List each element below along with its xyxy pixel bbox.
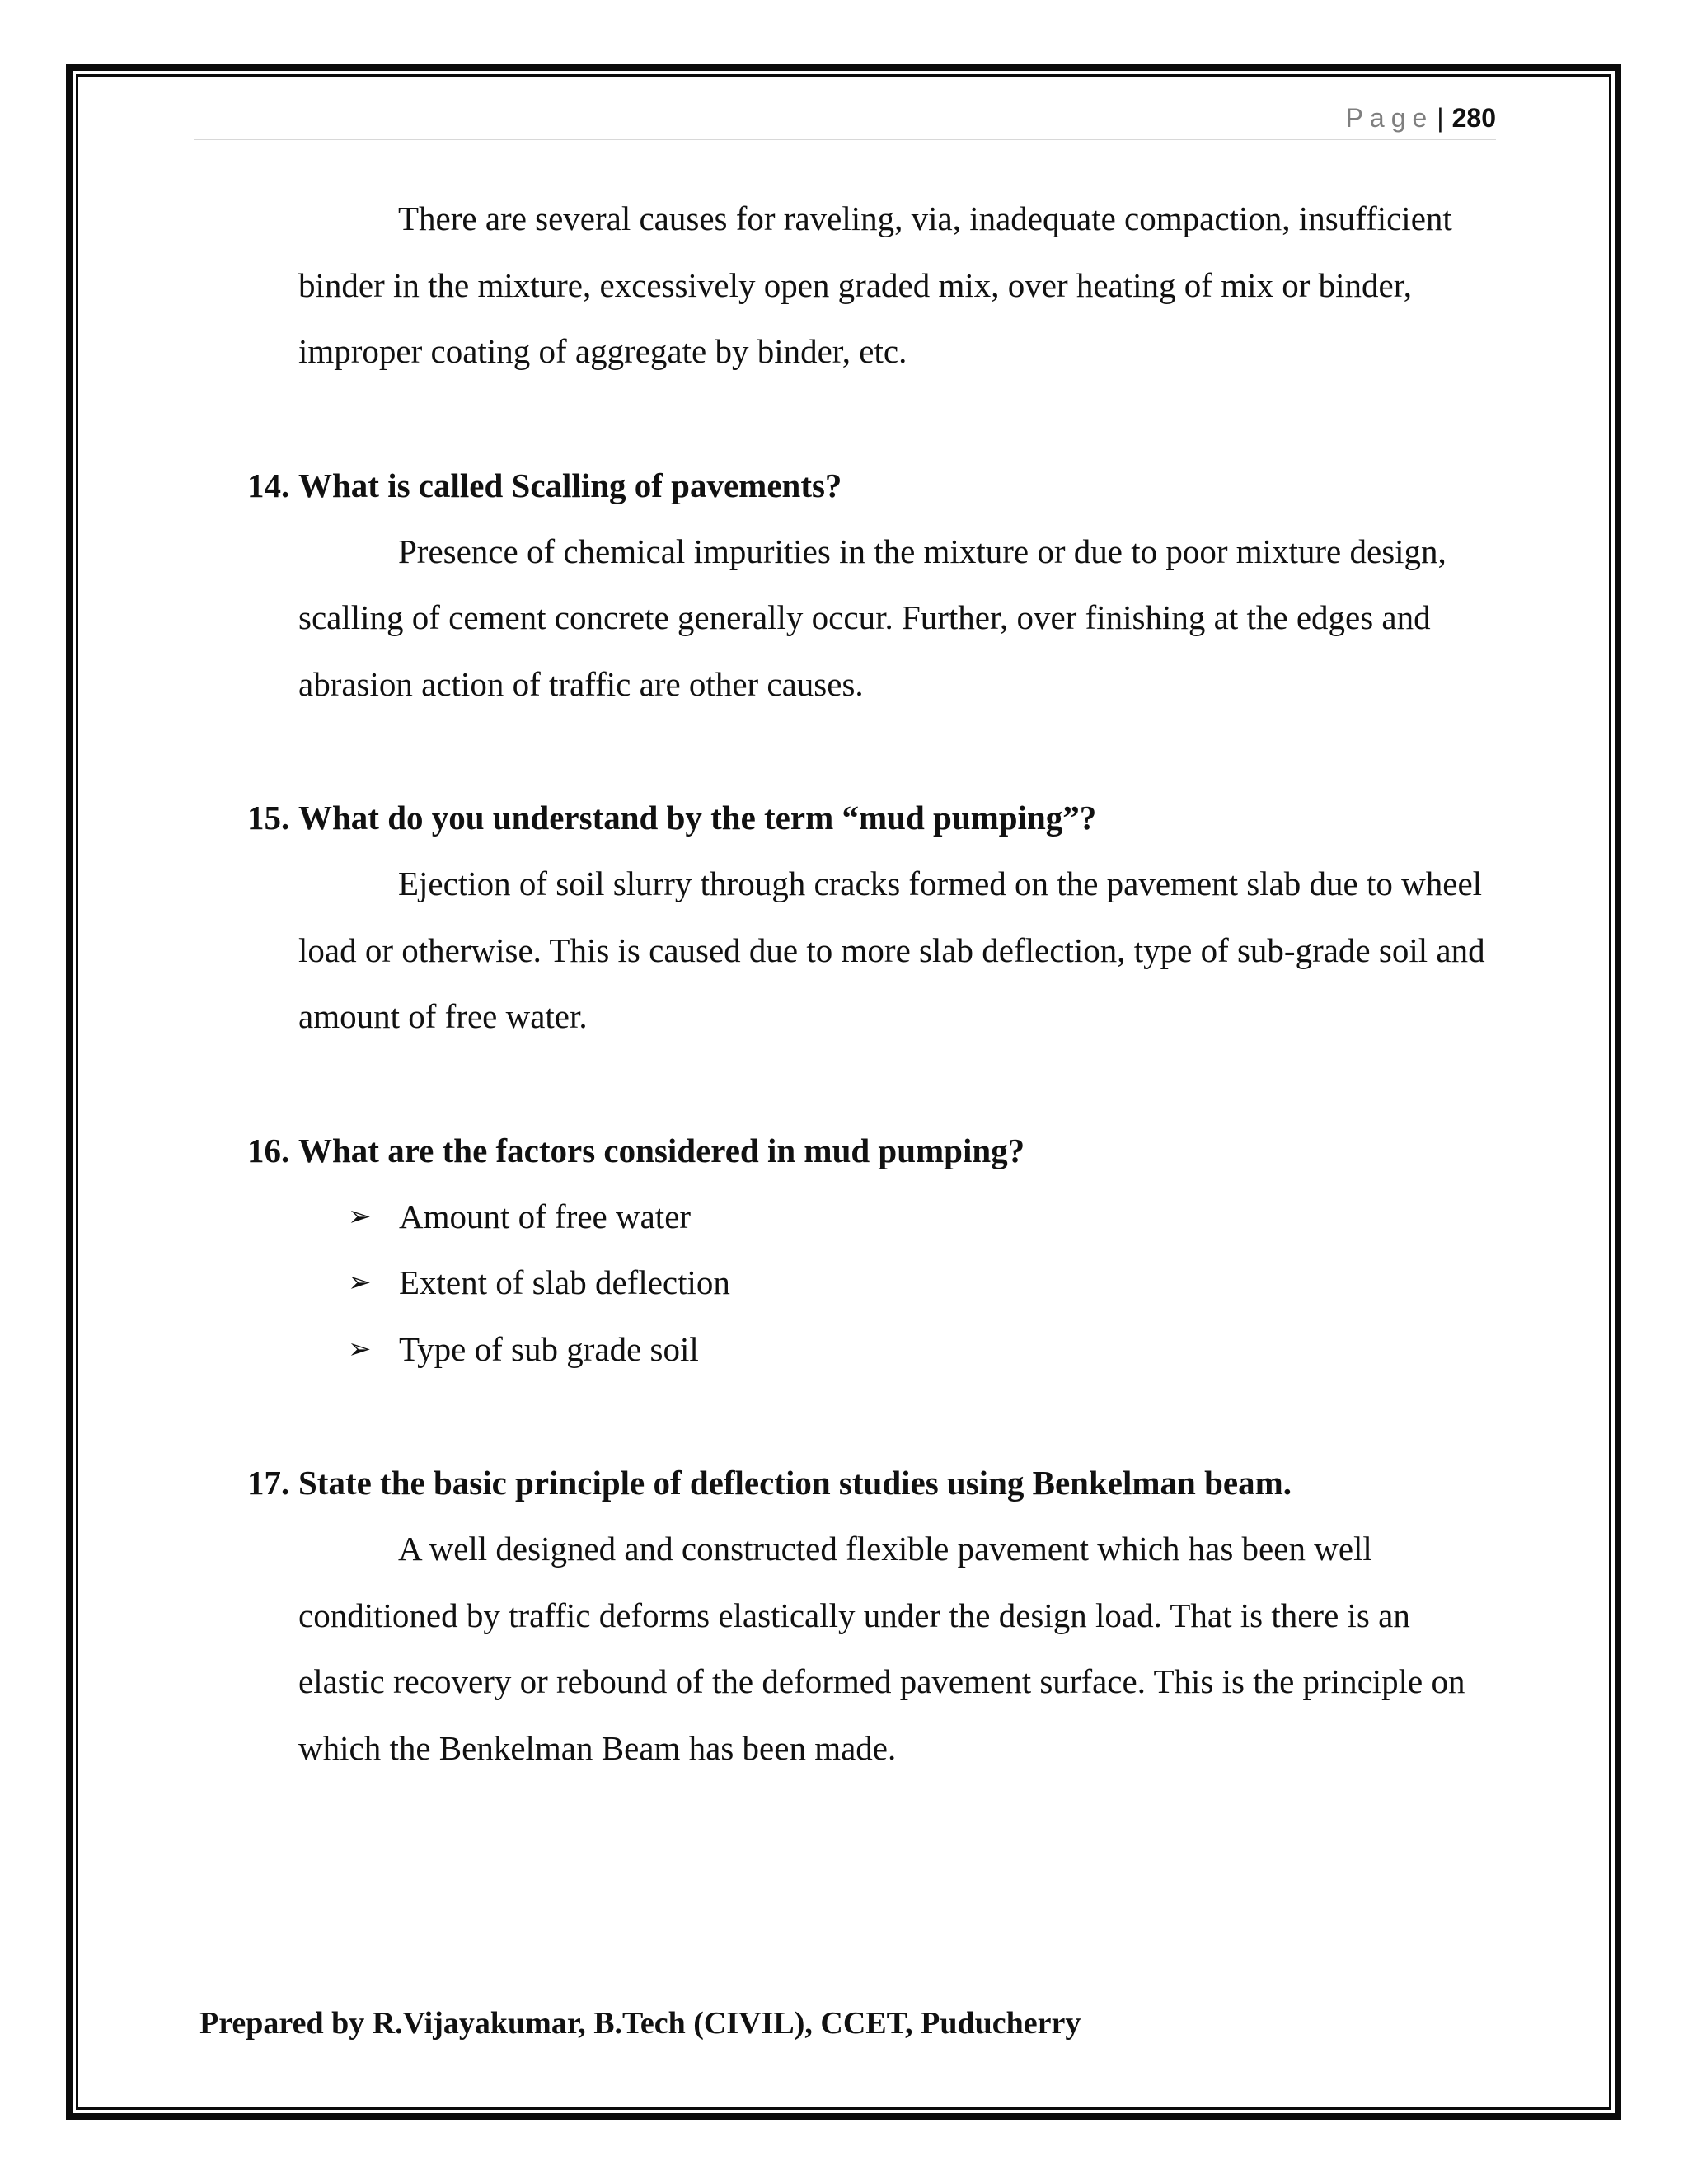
question-heading	[247, 452, 1500, 518]
list-item-text: Type of sub grade soil	[399, 1329, 699, 1368]
question-16	[247, 1118, 1500, 1383]
question-title: State the basic principle of deflection studies using Benkelman beam.	[298, 1464, 1292, 1502]
question-number: 15.	[247, 799, 290, 837]
intro-paragraph: There are several causes for raveling, via, inadequate compaction, insufficient binder in the mixture, excessively open graded mix, over heating of mix or binder, improper coating of aggregate by binder, etc.	[298, 199, 1452, 370]
answer-paragraph: A well designed and constructed flexible pavement which has been well conditioned by traffic deforms elastically under the design load. That is there is an elastic recovery or rebound of the deformed pavement surface. This is the principle on which the Benkelman Beam has been made.	[298, 1530, 1465, 1767]
document-body	[247, 185, 1500, 1781]
question-number: 17.	[247, 1464, 290, 1502]
question-number: 16.	[247, 1131, 290, 1169]
question-heading	[247, 1450, 1500, 1516]
arrowhead-bullet-icon: ➢	[348, 1266, 372, 1299]
page-number: 280	[1451, 103, 1496, 133]
question-title: What do you understand by the term “mud pumping”?	[298, 799, 1097, 837]
factor-list	[247, 1183, 1500, 1383]
page-footer: Prepared by R.Vijayakumar, B.Tech (CIVIL), CCET, Puducherry	[199, 2006, 1081, 2041]
page-separator: |	[1437, 103, 1444, 133]
question-title: What is called Scalling of pavements?	[298, 466, 842, 504]
question-title: What are the factors considered in mud pumping?	[298, 1131, 1025, 1169]
answer-paragraph: Presence of chemical impurities in the mixture or due to poor mixture design, scalling of cement concrete generally occur. Further, over finishing at the edges and abrasion action of traffic are other causes.	[298, 532, 1447, 703]
page-header	[194, 99, 1496, 140]
list-item	[348, 1183, 1500, 1250]
answer-paragraph: Ejection of soil slurry through cracks formed on the pavement slab due to wheel load or otherwise. This is caused due to more slab deflection, type of sub-grade soil and amount of free water.	[298, 865, 1485, 1035]
list-item	[348, 1316, 1500, 1383]
question-heading	[247, 785, 1500, 851]
question-heading	[247, 1118, 1500, 1183]
question-15	[247, 785, 1500, 1050]
list-item-text: Extent of slab deflection	[399, 1263, 730, 1301]
arrowhead-bullet-icon: ➢	[348, 1199, 372, 1233]
question-14	[247, 452, 1500, 718]
arrowhead-bullet-icon: ➢	[348, 1332, 372, 1366]
question-number: 14.	[247, 466, 290, 504]
page-label: Page	[1345, 103, 1434, 133]
list-item	[348, 1249, 1500, 1316]
question-17	[247, 1450, 1500, 1781]
list-item-text: Amount of free water	[399, 1197, 692, 1235]
